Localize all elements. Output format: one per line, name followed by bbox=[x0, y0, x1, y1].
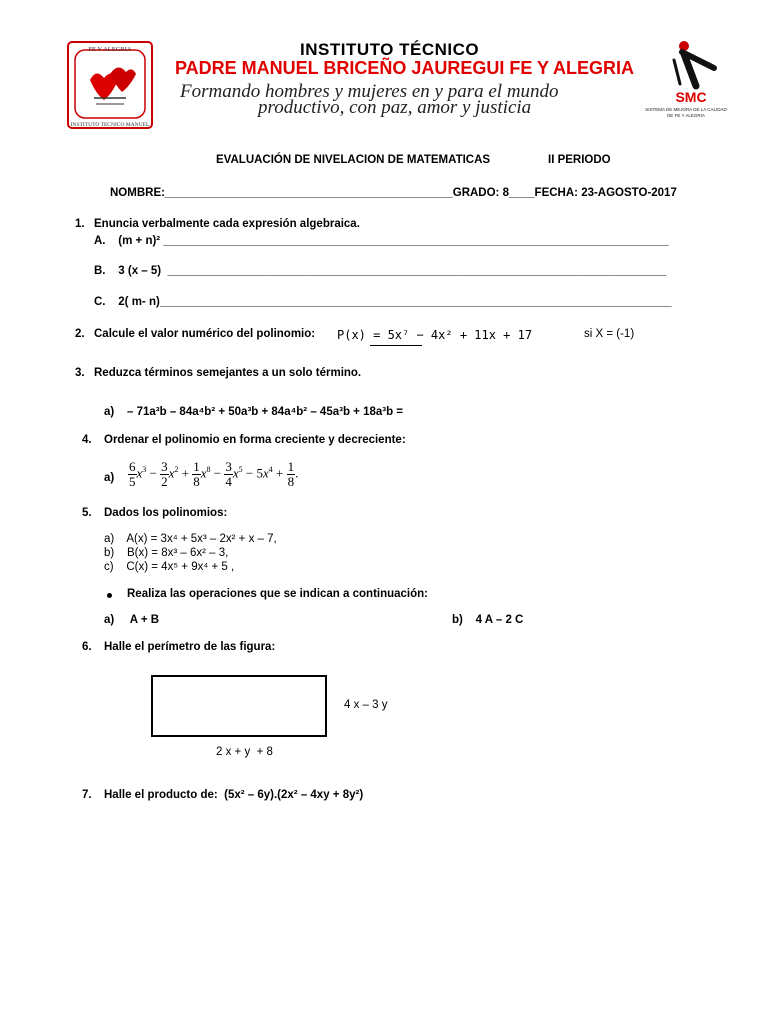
institute-title: INSTITUTO TÉCNICO bbox=[300, 40, 480, 59]
smc-caption-2: DE FE Y ALEGRIA bbox=[667, 113, 705, 118]
frac-den: 8 bbox=[287, 474, 295, 489]
frac-den: 4 bbox=[225, 474, 232, 489]
smc-logo-text: SMC bbox=[675, 89, 707, 105]
rectangle-figure bbox=[151, 675, 327, 737]
school-name: PADRE MANUEL BRICEÑO JAUREGUI FE Y ALEGRIA bbox=[175, 58, 635, 78]
exam-title: EVALUACIÓN DE NIVELACION DE MATEMATICAS bbox=[216, 154, 491, 166]
q5-poly-a: a) A(x) = 3x⁴ + 5x³ – 2x² + x – 7, bbox=[104, 533, 277, 545]
frac-den: 8 bbox=[193, 474, 200, 489]
svg-text:FE Y ALEGRIA: FE Y ALEGRIA bbox=[88, 46, 132, 53]
q5-instruction: Realiza las operaciones que se indican a continuación: bbox=[127, 588, 429, 600]
q2-number: 2. bbox=[75, 328, 85, 340]
q6-number: 6. bbox=[82, 641, 92, 653]
q1-item-c: C. 2( m- n)________________________________________________________________________________ bbox=[94, 296, 672, 308]
q5-number: 5. bbox=[82, 507, 92, 519]
q2-underline bbox=[370, 345, 422, 346]
rectangle-side-label: 4 x – 3 y bbox=[344, 699, 388, 711]
frac-num: 3 bbox=[161, 459, 168, 474]
q5-poly-c: c) C(x) = 4x⁵ + 9x⁴ + 5 , bbox=[104, 561, 235, 573]
svg-text:INSTITUTO TECNICO MANUEL: INSTITUTO TECNICO MANUEL bbox=[70, 122, 150, 128]
q3-number: 3. bbox=[75, 367, 85, 379]
frac-den: 5 bbox=[129, 474, 136, 489]
q1-item-b: B. 3 (x – 5) ______________________________________________________________________________ bbox=[94, 265, 667, 277]
smc-caption-1: SISTEMA DE MEJORA DE LA CALIDAD bbox=[645, 107, 727, 112]
frac-den: 2 bbox=[161, 474, 168, 489]
q5-op-b: b) 4 A – 2 C bbox=[452, 614, 524, 626]
q6-text: Halle el perímetro de las figura: bbox=[104, 641, 276, 653]
q4-polynomial: $\frac{6}{5}$ $x^3$ − $\frac{3}{2}$ $x^2$ + $\frac{1}{8}$ $x^8$ − $\frac{3}{4}$ $x^5 - 5x^4$ + $\frac{1}{8}$ . bbox=[129, 459, 299, 489]
q4-number: 4. bbox=[82, 434, 92, 446]
motto-line-2: productivo, con paz, amor y justicia bbox=[258, 97, 532, 118]
q1-item-a: A. (m + n)² _______________________________________________________________________________ bbox=[94, 235, 669, 247]
q2-text: Calcule el valor numérico del polinomio: bbox=[94, 328, 316, 340]
q5-text: Dados los polinomios: bbox=[104, 507, 228, 519]
q7-number: 7. bbox=[82, 789, 92, 801]
q4-item-a-label: a) bbox=[104, 472, 115, 484]
student-info-line: NOMBRE:_____________________________________________GRADO: 8____FECHA: 23-AGOSTO-2017 bbox=[110, 187, 677, 199]
rectangle-bottom-label: 2 x + y + 8 bbox=[216, 746, 273, 758]
bullet-icon bbox=[107, 593, 112, 598]
q4-text: Ordenar el polinomio en forma creciente y decreciente: bbox=[104, 434, 406, 446]
q3-item-a: a) – 71a³b – 84a⁴b² + 50a³b + 84a⁴b² – 45a³b + 18a³b = bbox=[104, 406, 404, 418]
q5-poly-b: b) B(x) = 8x³ – 6x² – 3, bbox=[104, 547, 229, 559]
motto-line-1: Formando hombres y mujeres en y para el mundo bbox=[180, 81, 559, 102]
smc-logo bbox=[644, 40, 728, 124]
q2-polynomial: P(x) = 5x⁷ − 4x² + 11x + 17 bbox=[337, 328, 533, 342]
frac-num: 1 bbox=[287, 459, 295, 474]
frac-num: 3 bbox=[225, 459, 232, 474]
q5-op-a: a) A + B bbox=[104, 614, 160, 626]
q1-text: Enuncia verbalmente cada expresión algebraica. bbox=[94, 218, 360, 230]
q7-text: Halle el producto de: (5x² – 6y).(2x² – 4xy + 8y²) bbox=[104, 789, 364, 801]
school-logo bbox=[66, 40, 154, 130]
q3-text: Reduzca términos semejantes a un solo término. bbox=[94, 367, 362, 379]
q2-condition: si X = (-1) bbox=[584, 328, 635, 340]
exam-period: II PERIODO bbox=[548, 154, 611, 166]
frac-num: 6 bbox=[129, 459, 136, 474]
q1-number: 1. bbox=[75, 218, 85, 230]
frac-num: 1 bbox=[193, 459, 200, 474]
